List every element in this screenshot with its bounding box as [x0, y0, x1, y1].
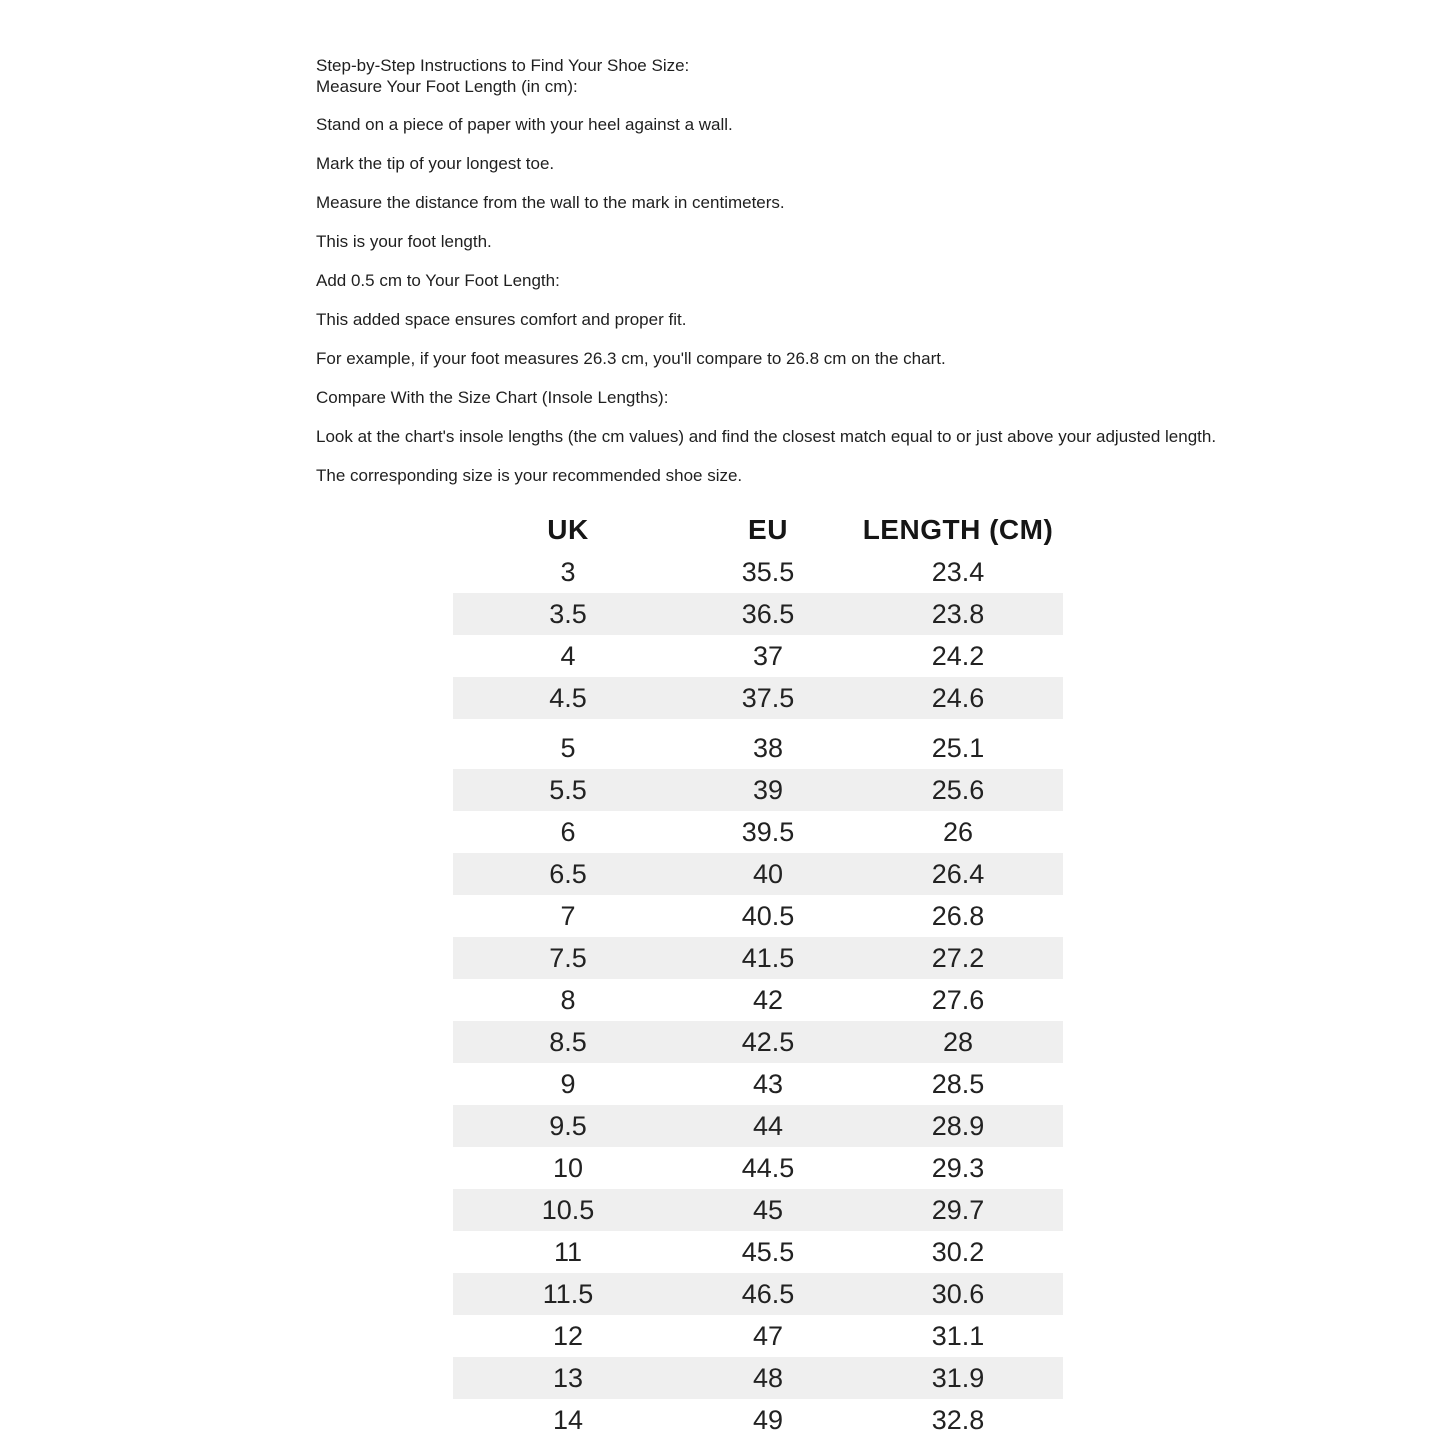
instruction-step: For example, if your foot measures 26.3 cm, you'll compare to 26.8 cm on the chart. [316, 349, 946, 368]
table-row [453, 1189, 1063, 1231]
measure-foot-length-heading: Measure Your Foot Length (in cm): [316, 77, 578, 96]
length-value: 30.2 [931, 1236, 985, 1267]
length-value: 24.2 [931, 640, 985, 671]
table-row [453, 1105, 1063, 1147]
table-row [453, 1063, 1063, 1105]
eu-value: 42.5 [741, 1026, 795, 1057]
uk-value: 3 [560, 556, 576, 587]
uk-value: 8 [560, 984, 576, 1015]
instructions-section [316, 55, 1276, 504]
uk-value: 10.5 [541, 1194, 595, 1225]
table-row [453, 1147, 1063, 1189]
uk-value: 6.5 [549, 858, 587, 889]
table-row [453, 1231, 1063, 1273]
length-value: 28 [942, 1026, 974, 1057]
instruction-step: Compare With the Size Chart (Insole Lengths): [316, 388, 669, 407]
eu-value: 38 [752, 732, 784, 763]
length-value: 24.6 [931, 682, 985, 713]
length-value: 25.1 [931, 732, 985, 763]
uk-value: 5.5 [549, 774, 587, 805]
eu-value: 44 [752, 1110, 784, 1141]
size-chart-table [453, 509, 1063, 1441]
table-row [453, 1315, 1063, 1357]
instruction-step: Look at the chart's insole lengths (the cm values) and find the closest match equal to or just above your adjusted length. [316, 427, 1217, 446]
eu-value: 48 [752, 1362, 784, 1393]
eu-value: 35.5 [741, 556, 795, 587]
table-row [453, 727, 1063, 769]
eu-value: 39.5 [741, 816, 795, 847]
table-row [453, 593, 1063, 635]
length-value: 27.2 [931, 942, 985, 973]
length-value: 26 [942, 816, 974, 847]
table-row [453, 1273, 1063, 1315]
uk-value: 6 [560, 816, 576, 847]
eu-value: 47 [752, 1320, 784, 1351]
eu-value: 41.5 [741, 942, 795, 973]
instruction-step: This added space ensures comfort and proper fit. [316, 310, 687, 329]
eu-value: 45 [752, 1194, 784, 1225]
uk-value: 3.5 [549, 598, 587, 629]
instruction-step: The corresponding size is your recommended shoe size. [316, 466, 743, 485]
eu-value: 46.5 [741, 1278, 795, 1309]
eu-value: 43 [752, 1068, 784, 1099]
uk-value: 7.5 [549, 942, 587, 973]
table-row [453, 635, 1063, 677]
length-value: 23.8 [931, 598, 985, 629]
uk-value: 13 [552, 1362, 584, 1393]
uk-column-header: UK [547, 514, 589, 545]
uk-value: 11.5 [542, 1278, 594, 1309]
eu-value: 39 [752, 774, 784, 805]
table-row [453, 677, 1063, 719]
instructions-title: Step-by-Step Instructions to Find Your Shoe Size: [316, 56, 690, 75]
length-value: 26.8 [931, 900, 985, 931]
instructions-intro [316, 55, 1276, 97]
length-value: 25.6 [931, 774, 985, 805]
uk-value: 8.5 [549, 1026, 587, 1057]
uk-value: 10 [552, 1152, 584, 1183]
uk-value: 4 [560, 640, 576, 671]
length-value: 28.9 [931, 1110, 985, 1141]
table-row [453, 937, 1063, 979]
length-value: 28.5 [931, 1068, 985, 1099]
eu-value: 49 [752, 1404, 784, 1435]
length-value: 29.3 [931, 1152, 985, 1183]
eu-value: 37 [752, 640, 784, 671]
instruction-step: Stand on a piece of paper with your heel against a wall. [316, 115, 733, 134]
eu-value: 45.5 [741, 1236, 795, 1267]
table-row [453, 895, 1063, 937]
table-row [453, 1399, 1063, 1441]
uk-value: 9.5 [549, 1110, 587, 1141]
uk-value: 9 [560, 1068, 576, 1099]
uk-value: 11 [553, 1236, 583, 1267]
table-row [453, 979, 1063, 1021]
table-header-row [453, 509, 1063, 551]
instruction-step: This is your foot length. [316, 232, 492, 251]
eu-value: 40 [752, 858, 784, 889]
instruction-step: Add 0.5 cm to Your Foot Length: [316, 271, 560, 290]
eu-column-header: EU [748, 514, 788, 545]
length-value: 32.8 [931, 1404, 985, 1435]
table-row [453, 551, 1063, 593]
uk-value: 12 [552, 1320, 584, 1351]
instruction-step: Mark the tip of your longest toe. [316, 154, 555, 173]
length-value: 26.4 [931, 858, 985, 889]
table-row [453, 811, 1063, 853]
eu-value: 40.5 [741, 900, 795, 931]
uk-value: 14 [552, 1404, 584, 1435]
length-value: 31.1 [931, 1320, 985, 1351]
eu-value: 44.5 [741, 1152, 795, 1183]
instruction-step: Measure the distance from the wall to the mark in centimeters. [316, 193, 785, 212]
uk-value: 5 [560, 732, 576, 763]
table-row [453, 1021, 1063, 1063]
length-value: 27.6 [931, 984, 985, 1015]
length-value: 29.7 [931, 1194, 985, 1225]
eu-value: 37.5 [741, 682, 795, 713]
length-column-header: LENGTH (CM) [862, 514, 1054, 545]
length-value: 31.9 [931, 1362, 985, 1393]
length-value: 23.4 [931, 556, 985, 587]
table-row [453, 769, 1063, 811]
eu-value: 36.5 [741, 598, 795, 629]
table-row [453, 1357, 1063, 1399]
table-row [453, 853, 1063, 895]
length-value: 30.6 [931, 1278, 985, 1309]
uk-value: 7 [560, 900, 576, 931]
eu-value: 42 [752, 984, 784, 1015]
uk-value: 4.5 [549, 682, 587, 713]
